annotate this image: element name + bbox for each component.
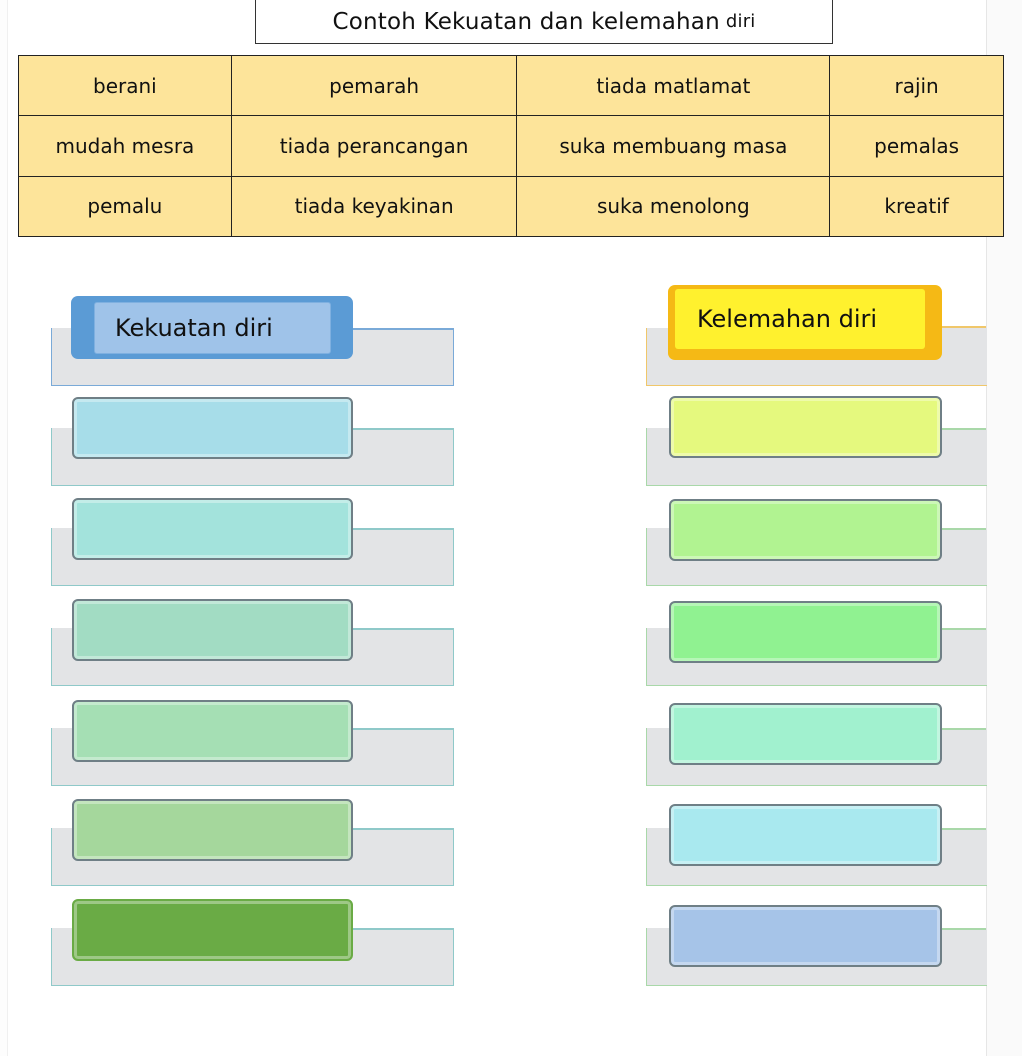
table-cell: rajin [830, 56, 1004, 116]
weaknesses-heading [668, 285, 942, 360]
strength-answer-box[interactable] [72, 899, 353, 961]
strength-answer-box[interactable] [72, 498, 353, 560]
table-cell: pemarah [231, 56, 517, 116]
weakness-answer-box[interactable] [669, 905, 942, 967]
strengths-heading-inner [94, 302, 331, 354]
table-cell: tiada keyakinan [231, 176, 517, 236]
weaknesses-heading-inner [675, 289, 925, 349]
table-cell: suka membuang masa [517, 116, 830, 176]
table-cell: tiada matlamat [517, 56, 830, 116]
weakness-slot-line [940, 628, 986, 630]
worksheet-title [255, 0, 833, 44]
strength-answer-box[interactable] [72, 700, 353, 762]
title-main: Contoh Kekuatan dan kelemahan [332, 8, 720, 35]
weakness-slot-line [940, 728, 986, 730]
table-row [19, 56, 1004, 116]
strengths-heading-line [350, 328, 454, 330]
table-cell: mudah mesra [19, 116, 232, 176]
weaknesses-heading-line [942, 326, 986, 328]
weakness-slot-line [940, 528, 986, 530]
weakness-answer-box[interactable] [669, 703, 942, 765]
strength-slot-line [350, 728, 454, 730]
weaknesses-heading-label: Kelemahan diri [697, 304, 878, 333]
strength-slot-line [350, 828, 454, 830]
table-cell: kreatif [830, 176, 1004, 236]
table-row [19, 116, 1004, 176]
table-cell: pemalu [19, 176, 232, 236]
weakness-answer-box[interactable] [669, 396, 942, 458]
strength-answer-box[interactable] [72, 599, 353, 661]
weakness-slot-line [940, 828, 986, 830]
table-cell: tiada perancangan [231, 116, 517, 176]
strengths-heading-label: Kekuatan diri [115, 313, 273, 342]
table-cell: pemalas [830, 116, 1004, 176]
weakness-slot-line [940, 428, 986, 430]
strengths-heading [71, 296, 353, 359]
strength-slot-line [350, 428, 454, 430]
strength-slot-line [350, 628, 454, 630]
strength-answer-box[interactable] [72, 799, 353, 861]
table-row [19, 176, 1004, 236]
traits-table [18, 55, 1004, 237]
table-cell: suka menolong [517, 176, 830, 236]
weakness-slot-line [940, 928, 986, 930]
weakness-answer-box[interactable] [669, 601, 942, 663]
table-cell: berani [19, 56, 232, 116]
title-suffix: diri [725, 11, 756, 32]
page-left-edge [0, 0, 8, 1056]
weakness-answer-box[interactable] [669, 804, 942, 866]
strength-slot-line [350, 928, 454, 930]
strength-slot-line [350, 528, 454, 530]
weakness-answer-box[interactable] [669, 499, 942, 561]
strength-answer-box[interactable] [72, 397, 353, 459]
